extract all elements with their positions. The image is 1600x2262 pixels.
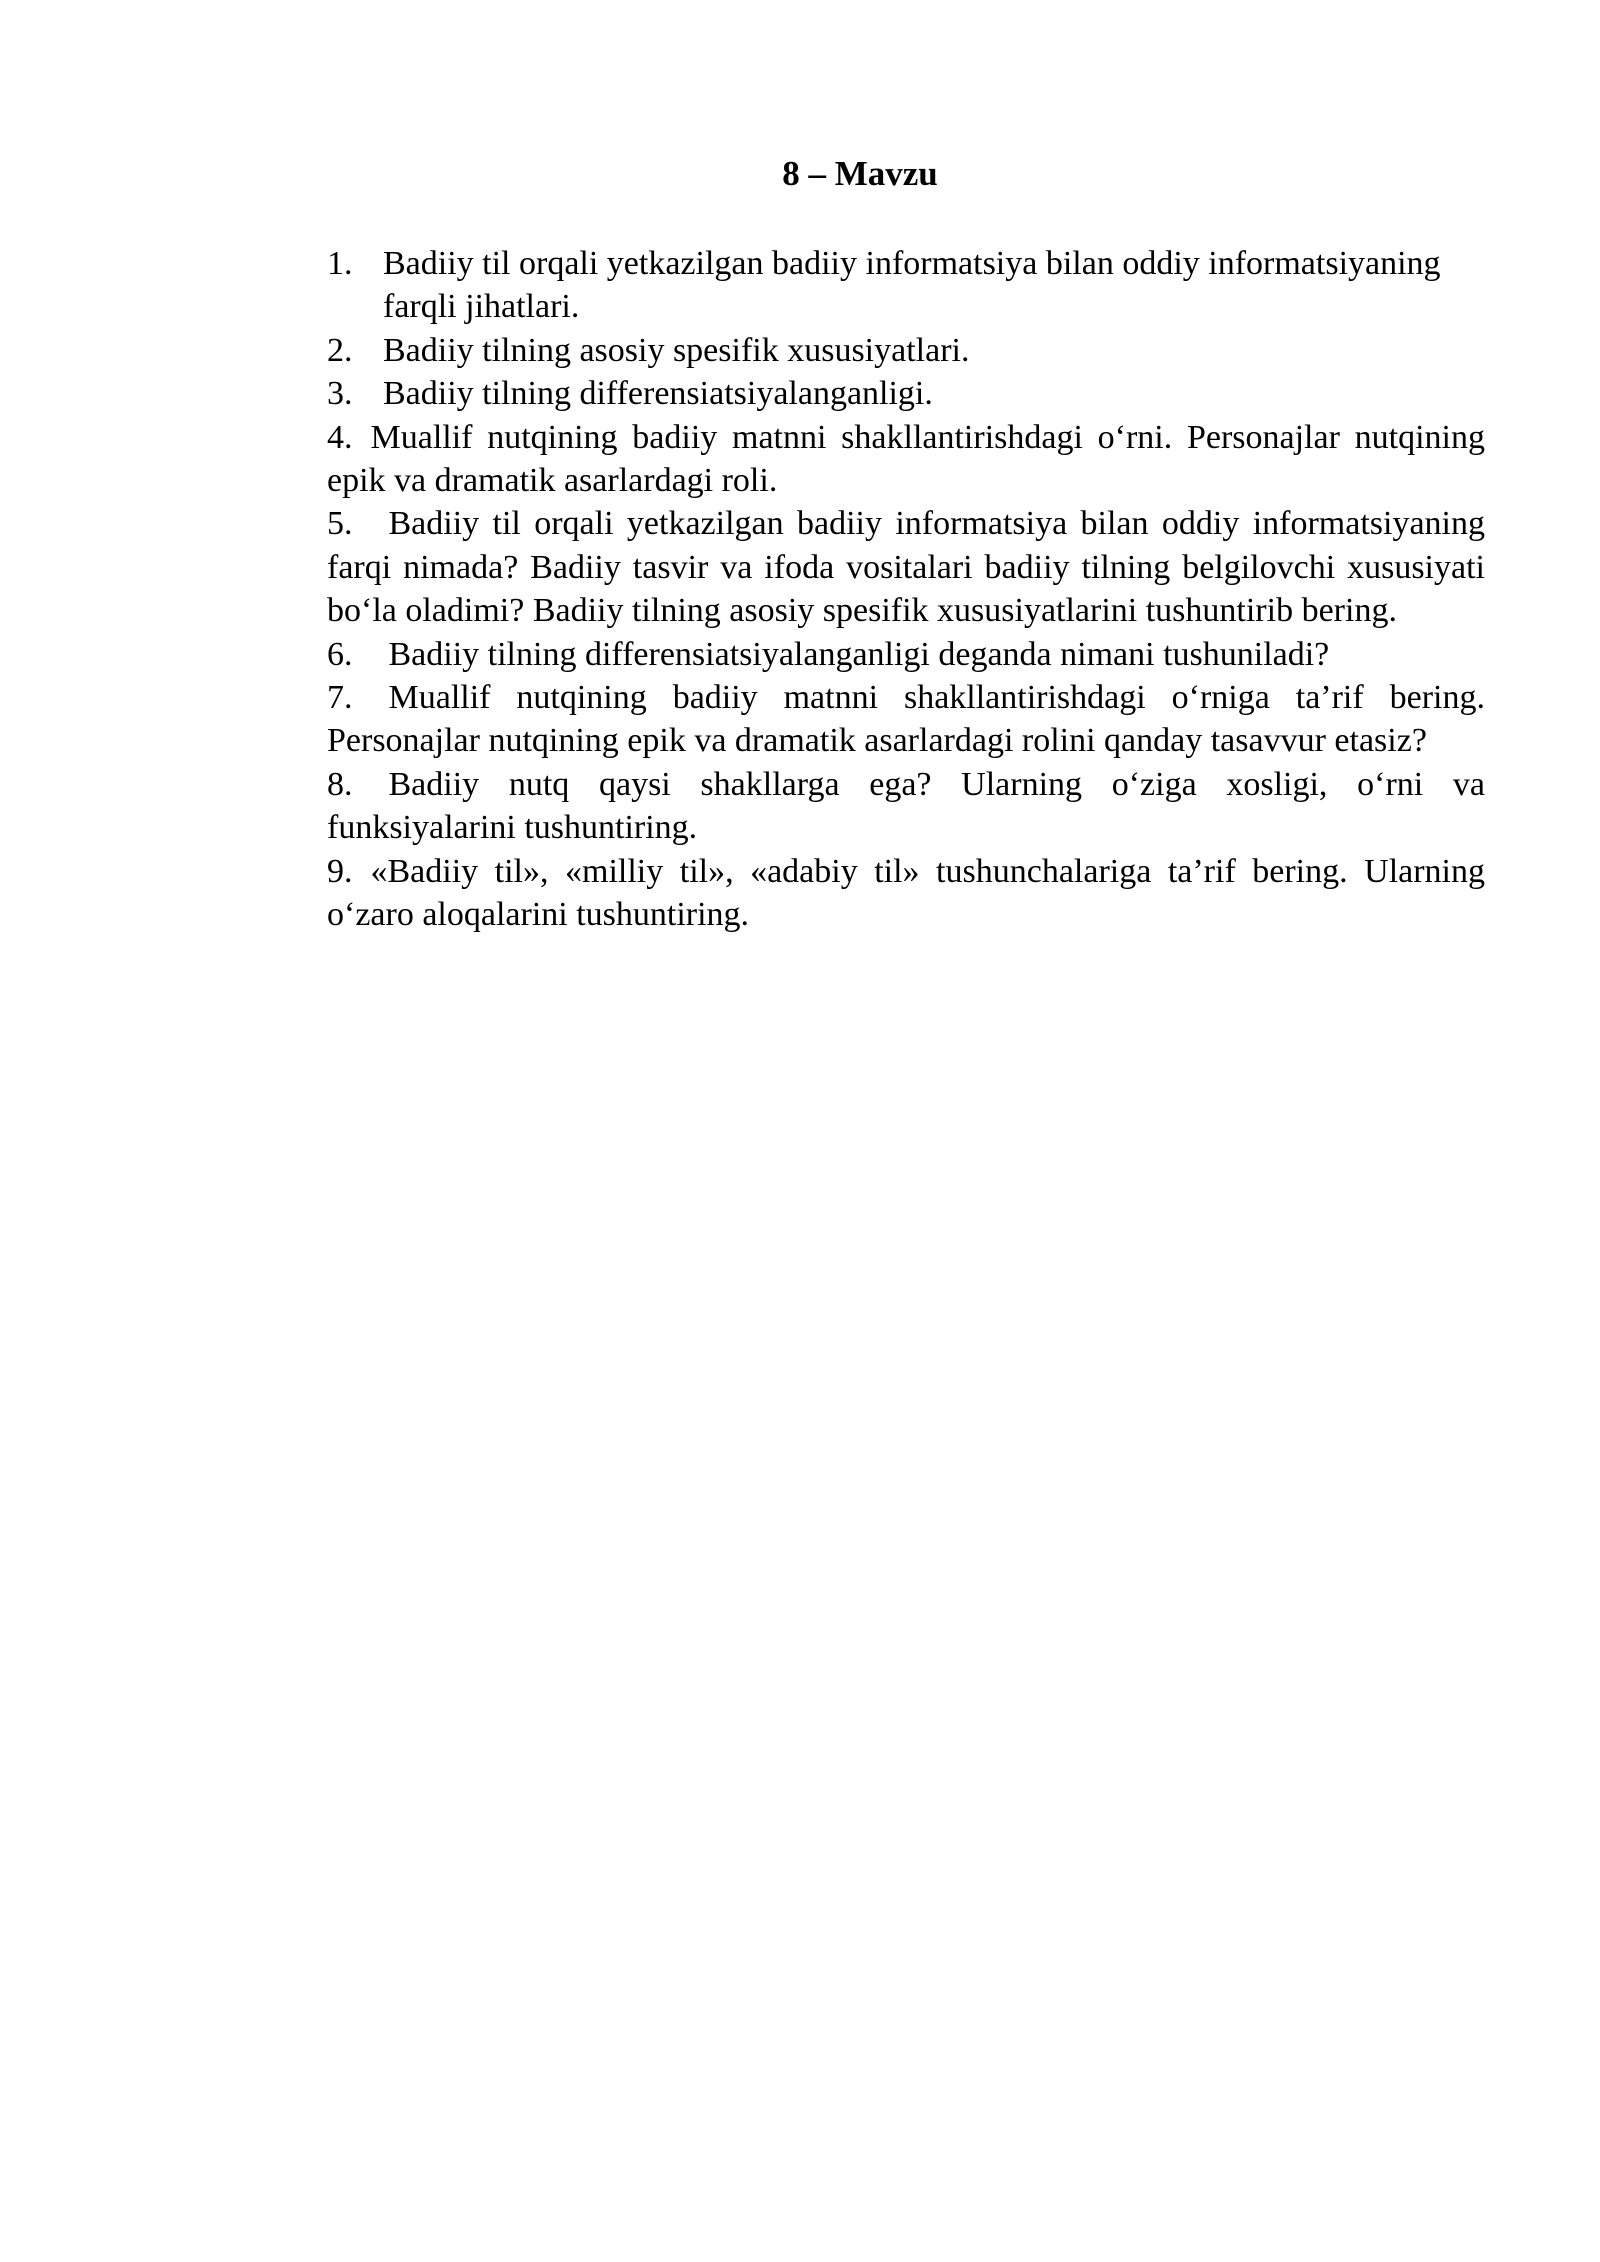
list-item-number: 6. — [327, 635, 353, 673]
list-item-number: 3. — [327, 375, 353, 413]
list-item-text: Badiiy nutq qaysi shakllarga ega? Ularning o‘ziga xosligi, o‘rni va funksiyalarini tushuntiring. — [327, 765, 1485, 847]
list-item-number: 4. — [327, 418, 353, 456]
list-item-6 — [327, 633, 1485, 676]
list-item-text: Badiiy tilning differensiatsiyalanganligi deganda nimani tushuniladi? — [388, 635, 1330, 673]
list-item-8 — [327, 763, 1485, 850]
question-list — [327, 242, 1485, 937]
list-item-2 — [327, 329, 1485, 372]
list-item-text: «Badiiy til», «milliy til», «adabiy til» tushunchalariga ta’rif bering. Ularning o‘zaro aloqalarini tushuntiring. — [327, 852, 1485, 934]
list-item-number: 5. — [327, 505, 353, 543]
list-item-4 — [327, 416, 1485, 503]
list-item-text: Badiiy tilning asosiy spesifik xususiyatlari. — [383, 331, 970, 369]
list-item-9 — [327, 850, 1485, 937]
list-item-number: 7. — [327, 679, 353, 717]
page-title: 8 – Mavzu — [782, 154, 938, 193]
list-item-text: Badiiy til orqali yetkazilgan badiiy informatsiya bilan oddiy informatsiyaning farqli jihatlari. — [383, 245, 1441, 326]
list-item-1 — [327, 242, 1485, 329]
list-item-7 — [327, 676, 1485, 763]
list-item-number: 1. — [327, 245, 353, 282]
list-item-number: 9. — [327, 852, 353, 890]
list-item-text: Muallif nutqining badiiy matnni shakllantirishdagi o‘rniga ta’rif bering. Personajlar nutqining epik va dramatik asarlardagi rolini qanday tasavvur etasiz? — [327, 679, 1485, 760]
list-item-text: Muallif nutqining badiiy matnni shakllantirishdagi o‘rni. Personajlar nutqining epik va dramatik asarlardagi roli. — [327, 418, 1485, 500]
list-item-3 — [327, 372, 1485, 415]
list-item-text: Badiiy tilning differensiatsiyalanganligi. — [383, 375, 933, 413]
list-item-5 — [327, 502, 1485, 632]
list-item-number: 8. — [327, 765, 353, 803]
list-item-text: Badiiy til orqali yetkazilgan badiiy informatsiya bilan oddiy informatsiyaning farqi nimada? Badiiy tasvir va ifoda vositalari badiiy tilning belgilovchi xususiyati bo‘la oladimi? Badiiy tilning asosiy spesifik xususiyatlarini tushuntirib bering. — [327, 505, 1485, 630]
list-item-number: 2. — [327, 331, 353, 369]
